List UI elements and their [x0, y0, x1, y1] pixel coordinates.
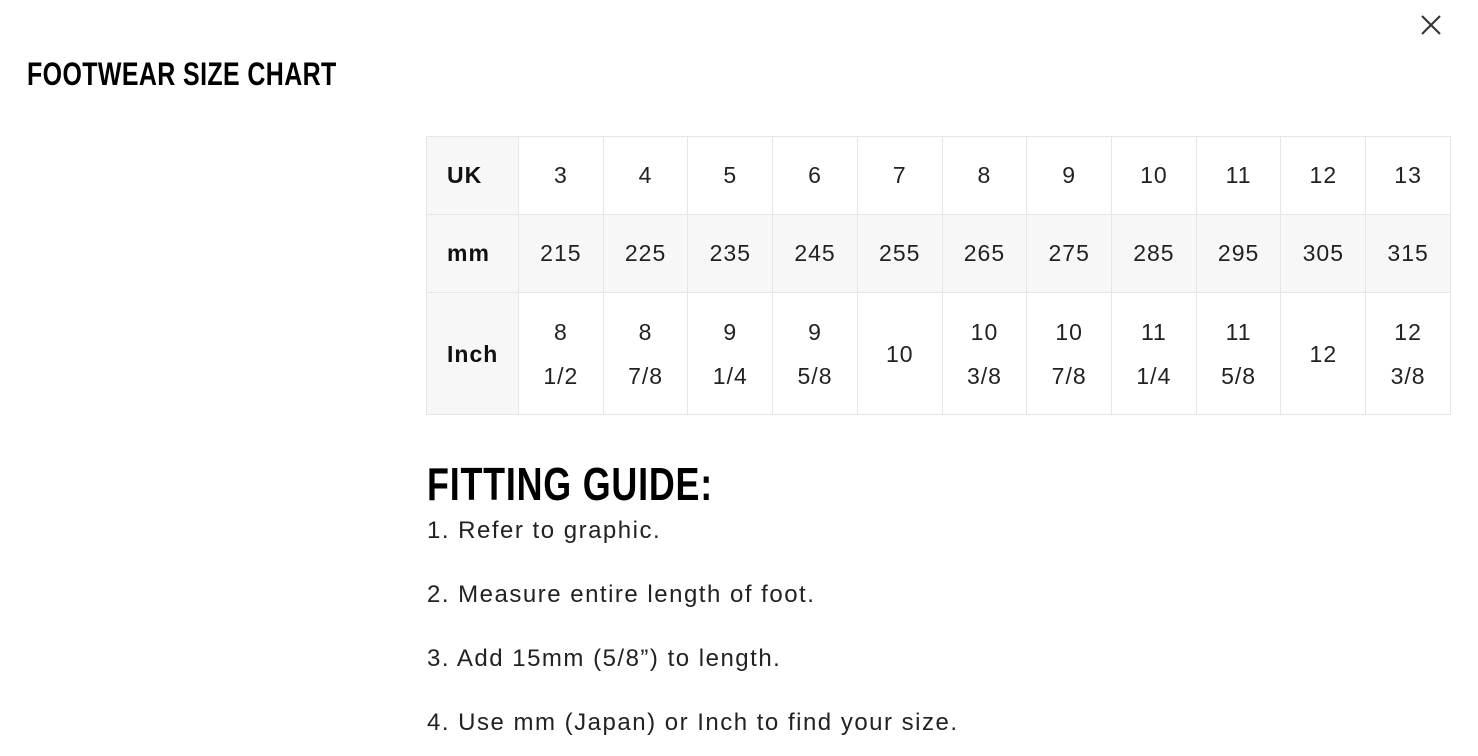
row-label: Inch	[427, 293, 519, 415]
size-cell	[1112, 137, 1197, 215]
size-value: 5/8	[1221, 362, 1257, 389]
size-row-uk	[427, 137, 1451, 215]
size-cell	[773, 137, 858, 215]
size-cell	[519, 293, 604, 415]
size-value: 9	[1062, 162, 1077, 188]
row-label: mm	[427, 215, 519, 293]
close-button[interactable]	[1416, 10, 1446, 40]
size-value: 265	[963, 240, 1006, 266]
size-cell	[603, 293, 688, 415]
size-cell	[1366, 137, 1451, 215]
size-value: 12	[1309, 162, 1338, 188]
size-value: 6	[808, 162, 822, 188]
size-value: 225	[624, 240, 667, 266]
size-value: 1/4	[712, 362, 748, 389]
size-row-mm	[427, 215, 1451, 293]
size-value: 13	[1394, 162, 1422, 188]
size-row-inch	[427, 293, 1451, 415]
size-value: 10	[1140, 162, 1168, 188]
size-cell	[1196, 215, 1281, 293]
size-value: 1/4	[1136, 362, 1172, 389]
size-cell	[1196, 137, 1281, 215]
size-cell	[1366, 215, 1451, 293]
fitting-guide-step: 4. Use mm (Japan) or Inch to find your size.	[427, 709, 959, 736]
close-icon	[1416, 10, 1446, 40]
size-cell	[519, 215, 604, 293]
size-cell	[1027, 293, 1112, 415]
size-cell	[1281, 293, 1366, 415]
size-value: 285	[1133, 240, 1175, 266]
size-cell	[688, 293, 773, 415]
size-value: 12	[1394, 318, 1422, 345]
size-cell	[1027, 215, 1112, 293]
size-value: 235	[709, 240, 751, 266]
size-value: 9	[723, 318, 738, 345]
size-cell	[857, 137, 942, 215]
size-value: 295	[1217, 240, 1260, 266]
fitting-guide-title: FITTING GUIDE:	[427, 458, 713, 510]
size-value: 3/8	[1390, 362, 1426, 389]
size-value: 10	[1055, 318, 1083, 345]
size-value: 7/8	[1051, 362, 1087, 389]
size-cell	[942, 293, 1027, 415]
size-cell	[1112, 215, 1197, 293]
size-value: 10	[885, 340, 914, 367]
size-value: 7	[892, 162, 907, 188]
row-label: UK	[427, 137, 519, 215]
fitting-guide-step: 3. Add 15mm (5/8”) to length.	[427, 645, 782, 672]
size-cell	[773, 293, 858, 415]
size-value: 1/2	[543, 362, 579, 389]
size-cell	[1366, 293, 1451, 415]
size-cell	[603, 215, 688, 293]
size-value: 7/8	[628, 362, 664, 389]
size-cell	[688, 137, 773, 215]
fitting-guide-list	[427, 513, 959, 756]
size-value: 3/8	[966, 362, 1002, 389]
size-value: 11	[1140, 318, 1167, 345]
size-value: 5	[723, 162, 738, 188]
size-value: 255	[879, 240, 921, 266]
size-value: 305	[1302, 240, 1345, 266]
fitting-guide-step: 1. Refer to graphic.	[427, 517, 662, 544]
size-value: 5/8	[797, 362, 833, 389]
size-value: 10	[970, 318, 999, 345]
size-value: 8	[638, 318, 653, 345]
size-value: 4	[638, 162, 653, 188]
size-cell	[519, 137, 604, 215]
size-value: 215	[540, 240, 582, 266]
size-value: 275	[1048, 240, 1090, 266]
size-cell	[1112, 293, 1197, 415]
size-cell	[773, 215, 858, 293]
size-cell	[1027, 137, 1112, 215]
dialog-title: FOOTWEAR SIZE CHART	[27, 56, 337, 92]
size-cell	[942, 215, 1027, 293]
size-value: 12	[1309, 340, 1338, 367]
size-cell	[688, 215, 773, 293]
size-table	[426, 136, 1451, 415]
size-cell	[1281, 137, 1366, 215]
size-cell	[942, 137, 1027, 215]
size-value: 11	[1225, 162, 1252, 188]
size-value: 8	[977, 162, 992, 188]
size-value: 3	[553, 162, 568, 188]
size-cell	[857, 215, 942, 293]
size-value: 8	[553, 318, 568, 345]
size-cell	[1281, 215, 1366, 293]
size-cell	[603, 137, 688, 215]
size-value: 245	[794, 240, 836, 266]
size-value: 9	[808, 318, 822, 345]
size-cell	[857, 293, 942, 415]
fitting-guide-step: 2. Measure entire length of foot.	[427, 581, 816, 608]
size-value: 11	[1225, 318, 1252, 345]
size-value: 315	[1387, 240, 1429, 266]
size-cell	[1196, 293, 1281, 415]
